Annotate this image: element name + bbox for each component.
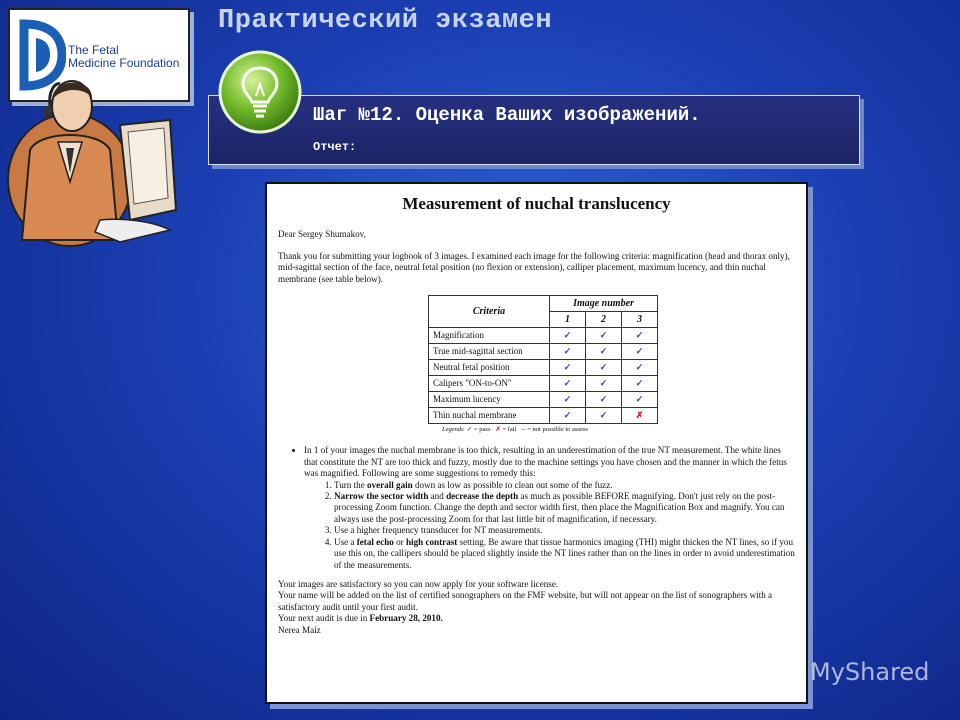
presentation-board-icon bbox=[770, 658, 804, 692]
criterion-label: Calipers "ON-to-ON" bbox=[429, 376, 550, 392]
list-item bbox=[334, 480, 795, 491]
suggestion-text: setting. Be aware that tissue harmonics imaging (THI) might thicken the NT lines, so if you use this on, the callipers should be placed slightly inside the NT lines rather than on the lines in order to avoid underestimation of the measurements. bbox=[334, 536, 795, 570]
intro-paragraph: Thank you for submitting your logbook of 3 images. I examined each image for the following criteria: magnification (head and thorax only), mid-sagittal section of the face, neutral fetal position (no flexion or extension), calliper placement, maximum lucency, and thin nuchal membrane (see table below). bbox=[278, 250, 790, 284]
suggestion-bold: high contrast bbox=[405, 536, 458, 547]
pass-mark: ✓ bbox=[550, 392, 586, 408]
legend-na: -- = not possible to assess bbox=[521, 426, 588, 434]
pass-mark: ✓ bbox=[550, 376, 586, 392]
pass-mark: ✓ bbox=[622, 328, 658, 344]
pass-mark: ✓ bbox=[586, 392, 622, 408]
table-row bbox=[429, 360, 658, 376]
suggestion-text: Use a bbox=[334, 536, 357, 547]
report-document bbox=[265, 182, 808, 704]
pass-mark: ✓ bbox=[586, 344, 622, 360]
pass-mark: ✓ bbox=[622, 360, 658, 376]
column-header: 2 bbox=[586, 312, 622, 328]
list-item bbox=[334, 491, 795, 525]
suggestion-text: or bbox=[393, 536, 406, 547]
table-row bbox=[429, 344, 658, 360]
person-at-computer-icon bbox=[0, 70, 200, 250]
criterion-label: Magnification bbox=[429, 328, 550, 344]
logo-text bbox=[68, 44, 179, 70]
table-row bbox=[429, 328, 658, 344]
slide-title: Практический экзамен bbox=[218, 6, 553, 36]
suggestion-bold: overall gain bbox=[367, 479, 413, 490]
document-heading: Measurement of nuchal translucency bbox=[402, 194, 671, 213]
logo-line-2: Medicine Foundation bbox=[68, 56, 180, 70]
signature: Nerea Maiz bbox=[278, 624, 321, 635]
table-row bbox=[429, 392, 658, 408]
closing-line-2: Your name will be added on the list of certified sonographers on the FMF website, but will not appear on the list of sonographers with a satisfactory audit until your first audit. bbox=[278, 590, 773, 612]
table-legend bbox=[442, 424, 795, 435]
watermark-text: MyShared bbox=[810, 658, 930, 686]
criterion-label: Maximum lucency bbox=[429, 392, 550, 408]
pass-mark: ✓ bbox=[550, 408, 586, 424]
suggestion-text: down as low as possible to clean out some of the fuzz. bbox=[412, 479, 613, 490]
suggestion-text: as much as possible BEFORE magnifying. Don't just rely on the post-processing Zoom function. Change the depth and sector width first, then place the Magnification Box and magnify. You can always use the post-processing Zoom for that last little bit of magnification, if necessary. bbox=[334, 491, 785, 524]
pass-mark: ✓ bbox=[622, 344, 658, 360]
pass-mark: ✓ bbox=[550, 360, 586, 376]
column-header: 1 bbox=[550, 312, 586, 328]
criteria-header: Criteria bbox=[429, 296, 550, 328]
legend-pass: ✓ = pass bbox=[466, 426, 491, 434]
suggestion-bold: decrease the depth bbox=[446, 491, 519, 502]
suggestion-text: Use a higher frequency transducer for NT measurements. bbox=[334, 525, 543, 536]
table-row bbox=[429, 408, 658, 424]
pass-mark: ✓ bbox=[586, 360, 622, 376]
list-item bbox=[334, 537, 795, 571]
image-number-header: Image number bbox=[550, 296, 658, 312]
pass-mark: ✓ bbox=[550, 328, 586, 344]
pass-mark: ✓ bbox=[622, 392, 658, 408]
next-audit-label: Your next audit is due in bbox=[278, 613, 370, 624]
myshared-watermark bbox=[770, 656, 950, 696]
suggestions-list bbox=[304, 480, 795, 571]
pass-mark: ✓ bbox=[586, 376, 622, 392]
closing-section bbox=[278, 579, 795, 636]
closing-line-1: Your images are satisfactory so you can now apply for your software license. bbox=[278, 578, 559, 589]
pass-mark: ✓ bbox=[622, 376, 658, 392]
fail-mark: ✗ bbox=[622, 408, 658, 424]
legend-fail: = fail bbox=[502, 426, 517, 434]
list-item bbox=[334, 525, 795, 536]
criteria-table bbox=[428, 295, 658, 424]
table-row bbox=[429, 376, 658, 392]
criterion-label: Thin nuchal membrane bbox=[429, 408, 550, 424]
criterion-label: Neutral fetal position bbox=[429, 360, 550, 376]
feedback-text: In 1 of your images the nuchal membrane is too thick, resulting in an underestimation of the true NT measurement. The white lines that constitute the NT are too thick and fuzzy, mostly due to the machine settings you have chosen and the manner in which the fetus was magnified. Following are some suggestions to remedy this: bbox=[304, 445, 787, 479]
pass-mark: ✓ bbox=[550, 344, 586, 360]
feedback-bullet bbox=[304, 445, 795, 570]
suggestion-bold: Narrow the sector width bbox=[334, 491, 429, 502]
next-audit-date: February 28, 2010. bbox=[369, 613, 443, 624]
pass-mark: ✓ bbox=[586, 328, 622, 344]
step-header bbox=[208, 95, 860, 165]
feedback-list bbox=[278, 445, 795, 570]
next-audit bbox=[278, 613, 795, 624]
pass-mark: ✓ bbox=[586, 408, 622, 424]
legend-fail-icon: ✗ bbox=[495, 426, 501, 434]
suggestion-bold: fetal echo bbox=[356, 536, 394, 547]
greeting: Dear Sergey Shumakov, bbox=[278, 229, 366, 240]
criterion-label: True mid-sagittal section bbox=[429, 344, 550, 360]
lightbulb-icon bbox=[216, 48, 304, 136]
step-subtitle: Отчет: bbox=[313, 140, 357, 154]
suggestion-text: and bbox=[428, 491, 447, 502]
legend-title: Legends bbox=[442, 426, 464, 434]
logo-line-1: The Fetal bbox=[68, 43, 119, 57]
suggestion-text: Turn the bbox=[334, 479, 368, 490]
column-header: 3 bbox=[622, 312, 658, 328]
step-title: Шаг №12. Оценка Ваших изображений. bbox=[313, 104, 701, 126]
